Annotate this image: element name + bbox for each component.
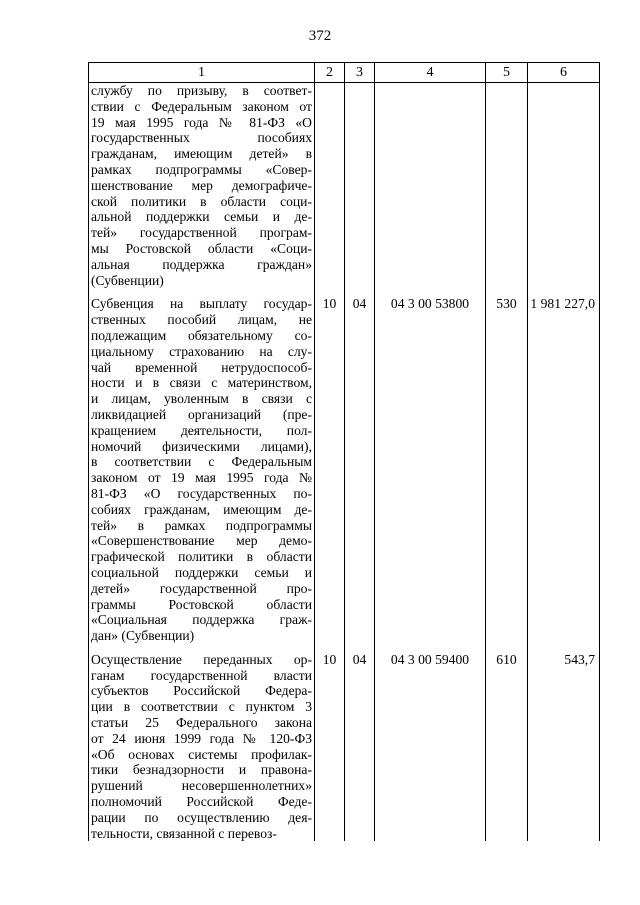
- description-line: (Субвенции): [91, 272, 164, 288]
- description-line: ствии с Федеральным законом от: [91, 98, 312, 114]
- header-col-6: 6: [528, 63, 600, 83]
- description-line: чай временной нетрудоспособ-: [91, 359, 312, 375]
- amount: 543,7: [528, 652, 600, 842]
- section-code: 10: [315, 652, 345, 842]
- description-line: социальной поддержки семьи и: [91, 564, 312, 580]
- spacer-cell: [89, 644, 315, 652]
- description-line: рамках подпрограммы «Совер-: [91, 161, 312, 177]
- description-line: ганам государственной власти: [91, 667, 312, 683]
- description-line: 81-ФЗ «О государственных по-: [91, 485, 312, 501]
- description-line: субъектов Российской Федера-: [91, 683, 312, 699]
- row-description: [89, 296, 315, 644]
- description-line: альная поддержка граждан»: [91, 256, 312, 272]
- description-line: дан» (Субвенции): [91, 628, 195, 644]
- row-spacer: [89, 288, 600, 296]
- description-line: детей» государственной про-: [91, 580, 312, 596]
- description-line: рации по осуществлению дея-: [91, 809, 312, 825]
- amount: 1 981 227,0: [528, 296, 600, 644]
- spacer-cell: [375, 288, 486, 296]
- description-line: шенствование мер демографиче-: [91, 177, 312, 193]
- description-line: тей» государственной програм-: [91, 225, 312, 241]
- spacer-cell: [315, 644, 345, 652]
- table-row: [89, 652, 600, 842]
- description-line: статьи 25 Федерального закона: [91, 715, 312, 731]
- description-line: кращением деятельности, пол-: [91, 422, 312, 438]
- header-col-5: 5: [486, 63, 528, 83]
- subsection-code: [345, 83, 375, 289]
- spacer-cell: [89, 288, 315, 296]
- description-line: ции в соответствии с пунктом 3: [91, 699, 312, 715]
- description-line: и лицам, уволенным в связи с: [91, 391, 312, 407]
- expense-type-code: 610: [486, 652, 528, 842]
- spacer-cell: [345, 288, 375, 296]
- spacer-cell: [528, 644, 600, 652]
- description-line: от 24 июня 1999 года № 120-ФЗ: [91, 730, 312, 746]
- section-code: 10: [315, 296, 345, 644]
- description-line: гражданам, имеющим детей» в: [91, 146, 312, 162]
- description-line: рушений несовершеннолетних»: [91, 778, 312, 794]
- spacer-cell: [345, 644, 375, 652]
- header-col-4: 4: [375, 63, 486, 83]
- description-line: Осуществление переданных ор-: [91, 651, 312, 667]
- row-description: [89, 652, 315, 842]
- budget-table: [88, 62, 600, 841]
- row-description: [89, 83, 315, 289]
- description-line: графической политики в области: [91, 549, 312, 565]
- description-line: «Совершенствование мер демо-: [91, 533, 312, 549]
- expense-type-code: [486, 83, 528, 289]
- description-line: тей» в рамках подпрограммы: [91, 517, 312, 533]
- header-col-2: 2: [315, 63, 345, 83]
- description-line: циальному страхованию на слу-: [91, 343, 312, 359]
- header-col-3: 3: [345, 63, 375, 83]
- target-article-code: [375, 83, 486, 289]
- spacer-cell: [375, 644, 486, 652]
- description-line: 19 мая 1995 года № 81-ФЗ «О: [91, 114, 312, 130]
- description-line: ской политики в области соци-: [91, 193, 312, 209]
- section-code: [315, 83, 345, 289]
- spacer-cell: [315, 288, 345, 296]
- description-line: полномочий Российской Феде-: [91, 794, 312, 810]
- expense-type-code: 530: [486, 296, 528, 644]
- table-row: [89, 83, 600, 289]
- description-line: тики безнадзорности и правона-: [91, 762, 312, 778]
- spacer-cell: [486, 644, 528, 652]
- row-spacer: [89, 644, 600, 652]
- amount: [528, 83, 600, 289]
- spacer-cell: [528, 288, 600, 296]
- target-article-code: 04 3 00 59400: [375, 652, 486, 842]
- header-col-1: 1: [89, 63, 315, 83]
- description-line: «Социальная поддержка граж-: [91, 612, 312, 628]
- description-line: в соответствии с Федеральным: [91, 454, 312, 470]
- description-line: ственных пособий лицам, не: [91, 312, 312, 328]
- description-line: мы Ростовской области «Соци-: [91, 240, 312, 256]
- table-row: [89, 296, 600, 644]
- description-line: законом от 19 мая 1995 года №: [91, 470, 312, 486]
- description-line: номочий физическими лицами),: [91, 438, 312, 454]
- subsection-code: 04: [345, 652, 375, 842]
- description-line: «Об основах системы профилак-: [91, 746, 312, 762]
- description-line: ности и в связи с материнством,: [91, 375, 312, 391]
- subsection-code: 04: [345, 296, 375, 644]
- description-line: Субвенция на выплату государ-: [91, 296, 312, 312]
- table-body: [89, 83, 600, 842]
- description-line: тельности, связанной с перевоз-: [91, 825, 277, 841]
- description-line: граммы Ростовской области: [91, 596, 312, 612]
- description-line: службу по призыву, в соответ-: [91, 83, 312, 98]
- description-line: ликвидацией организаций (пре-: [91, 406, 312, 422]
- header-row: [89, 63, 600, 83]
- description-line: государственных пособиях: [91, 130, 312, 146]
- page-number: 372: [308, 28, 332, 44]
- description-line: альной поддержки семьи и де-: [91, 209, 312, 225]
- description-line: собиях гражданам, имеющим де-: [91, 501, 312, 517]
- target-article-code: 04 3 00 53800: [375, 296, 486, 644]
- spacer-cell: [486, 288, 528, 296]
- description-line: подлежащим обязательному со-: [91, 327, 312, 343]
